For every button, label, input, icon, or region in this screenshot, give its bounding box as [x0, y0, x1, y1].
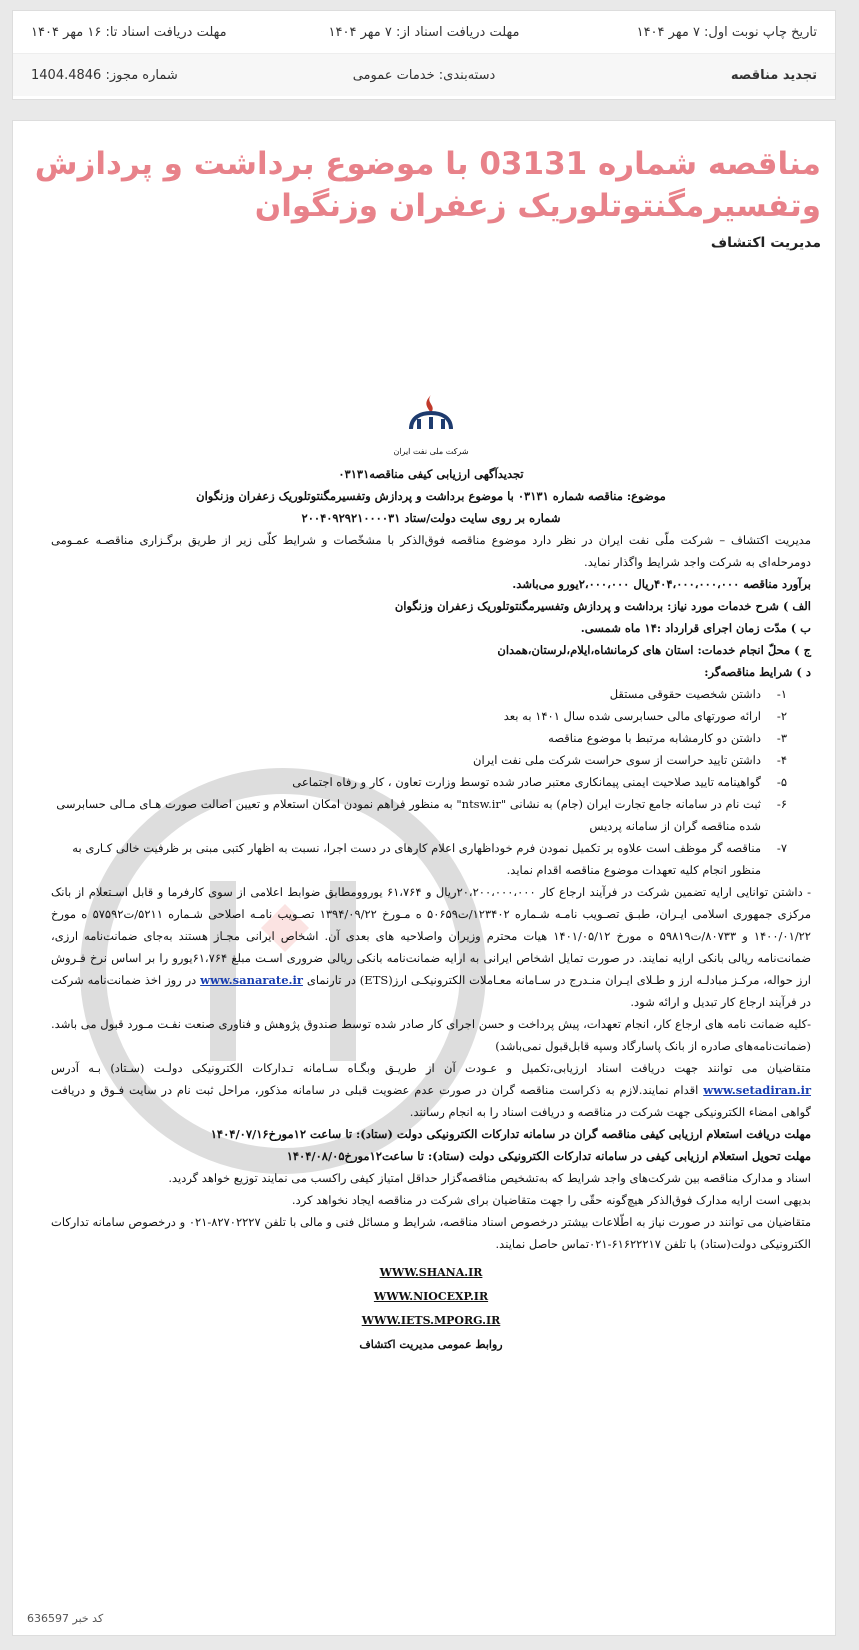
section-alef: الف ) شرح خدمات مورد نیاز: برداشت و پردازش وتفسیرمگنتوتلوریک زعفران وزنگوان [394, 599, 811, 613]
ad-heading: تجدیدآگهی ارزیابی کیفی مناقصه۰۳۱۳۱ [338, 467, 524, 481]
contact-info: متقاضیان می توانند در صورت نیاز به اطّلاعات بیشتر درخصوص اسناد مناقصه، شرایط و مسائل فنی و مالی با تلفن ۸۲۷۰۲۲۲۷-۰۲۱ و درخصوص سامانه تدارکات الکترونیکی دولت(ستاد) با تلفن ۶۱۶۲۲۲۱۷-۰۲۱تماس حاصل نمایند. [51, 1215, 811, 1251]
no-rights-note: بدیهی است ارایه مدارک فوق‌الذکر هیچ‌گونه حقّی را جهت متقاضیان برای شرکت در مناقصه ایجاد نخواهد کرد. [291, 1193, 811, 1207]
setad-number: شماره بر روی سایت دولت/ستاد ۲۰۰۴۰۹۲۹۲۱۰۰۰۰۳۱ [301, 511, 561, 525]
header-row-dates [13, 11, 835, 53]
article-card [12, 120, 836, 1636]
website-links [51, 1261, 811, 1357]
conditions-list [51, 683, 811, 881]
list-item: ۶- ثبت نام در سامانه جامع تجارت ایران (جام) به نشانی "ntsw.ir" به منظور فراهم نمودن امکان استعلام و تعیین اصالت صورت هـای مـالی حسابرسی شده مناقصه گران از سامانه پردیس [56, 797, 787, 833]
department: مدیریت اکتشاف [710, 235, 821, 251]
nioc-logo-icon [401, 391, 461, 443]
print-date: تاریخ چاپ نوبت اول: ۷ مهر ۱۴۰۴ [636, 24, 817, 40]
section-be: ب ) مدّت زمان اجرای قرارداد :۱۴ ماه شمسی. [580, 621, 811, 635]
niocexp-link[interactable]: WWW.NIOCEXP.IR [373, 1290, 489, 1303]
tender-type: تجدید مناقصه [730, 67, 817, 83]
distribution-note: اسناد و مدارک مناقصه بین شرکت‌های واجد شرایط که به‌تشخیص مناقصه‌گزار حداقل امتیاز کیفی راکسب می نمایند توزیع خواهد گردید. [168, 1171, 811, 1185]
tender-announcement [51, 391, 811, 1357]
iets-link[interactable]: WWW.IETS.MPORG.IR [361, 1314, 501, 1327]
list-item: ۳- داشتن دو کارمشابه مرتبط با موضوع مناقصه [548, 731, 787, 745]
setadiran-text: متقاضیان می توانند جهت دریافت اسناد ارزیابی،تکمیل و عـودت آن از طریـق وبگـاه سـامانه تـدارکات الکترونیکی دولـت (سـتاد) بـه آدرس www.setadiran.ir اقدام نمایند.لازم به ذکراست مناقصه گران در صورت عدم عضویت قبلی در سامانه مذکور، مراحل ثبت نام در سایت فـوق و دریافت گواهی امضاء الکترونیکی جهت شرکت در مناقصه و دریافت اسناد را به انجام رسانند. [51, 1061, 811, 1119]
signature: روابط عمومی مدیریت اکتشاف [359, 1338, 503, 1351]
header-row-meta [13, 53, 835, 96]
setadiran-link[interactable]: www.setadiran.ir [703, 1083, 811, 1097]
page-title: مناقصه شماره 03131 با موضوع برداشت و پردازش وتفسیرمگنتوتلوریک زعفران وزنگوان [34, 146, 821, 224]
receive-from: مهلت دریافت اسناد از: ۷ مهر ۱۴۰۴ [328, 24, 520, 40]
section-je: ج ) محلّ انجام خدمات: استان های کرمانشاه،ایلام،لرستان،همدان [497, 643, 811, 657]
ad-intro: مدیریت اکتشاف – شرکت ملّی نفت ایران در نظر دارد موضوع مناقصه فوق‌الذکر با مشخّصات و شرایط کلّی زیر از طریق برگـزاری مناقصـه عمـومی دومرحله‌ای به شرکت واجد شرایط واگذار نماید. [51, 533, 811, 569]
nioc-logo [51, 391, 811, 457]
list-item: ۴- داشتن تایید حراست از سوی حراست شرکت ملی نفت ایران [473, 753, 787, 767]
list-item: ۵- گواهینامه تایید صلاحیت ایمنی پیمانکاری معتبر صادر شده توسط وزارت تعاون ، کار و رفاه اجتماعی [292, 775, 787, 789]
sanarate-link[interactable]: www.sanarate.ir [200, 973, 303, 987]
section-dal: د ) شرایط مناقصه‌گر: [704, 665, 811, 679]
tender-info-header [12, 10, 836, 100]
list-item: ۷- مناقصه گر موظف است علاوه بر تکمیل نمودن فرم خوداظهاری اعلام کارهای در دست اجرا، نسبت به اظهار کتبی مبنی بر ظرفیت خالی کـاری به منظور انجام کلیه تعهدات موضوع مناقصه اقدام نماید. [72, 841, 787, 877]
list-item: ۱- داشتن شخصیت حقوقی مستقل [609, 687, 787, 701]
deadline-receive: مهلت دریافت استعلام ارزیابی کیفی مناقصه گران در سامانه تدارکات الکترونیکی دولت (ستاد): تا ساعت ۱۲مورخ۱۴۰۴/۰۷/۱۶ [210, 1127, 811, 1141]
license-number: شماره مجوز: 1404.4846 [31, 67, 178, 83]
deadline-submit: مهلت تحویل استعلام ارزیابی کیفی در سامانه تدارکات الکترونیکی دولت (ستاد): تا ساعت۱۲مورخ۱۴۰۴/۰۸/۰۵ [286, 1149, 811, 1163]
list-item: ۲- ارائه صورتهای مالی حسابرسی شده سال ۱۴۰۱ به بعد [503, 709, 787, 723]
category: دسته‌بندی: خدمات عمومی [352, 67, 496, 83]
news-code: کد خبر 636597 [27, 1612, 104, 1625]
ad-subject: موضوع: مناقصه شماره ۰۳۱۳۱ با موضوع برداشت و پردازش وتفسیرمگنتوتلوریک زعفران وزنگوان [196, 489, 666, 503]
guarantee-text: - داشتن توانایی ارایه تضمین شرکت در فرآیند ارجاع کار ۲۰،۲۰۰،۰۰۰،۰۰۰ریال و ۶۱،۷۶۴ یوروومطابق ضوابط اعلامی از سوی کارفرما و قابل اسـتعلام از بانک مرکزی جمهوری اسلامی ایـران، طبـق تصـویب نامـه شـماره ۱۲۳۴۰۲/ت۵۰۶۵۹ ه مـورخ ۱۳۹۴/۰۹/۲۲ تصـویب نامـه اصلاحی شـماره ۵۲۱۱/ت۵۷۵۹۲ ه مورخ ۱۴۰۰/۰۱/۲۲ و ۸۰۷۳۳/ت۵۹۸۱۹ ه مورخ ۱۴۰۱/۰۵/۱۲ هیات محترم وزیران واصلاحیه های بعدی آن. اشخاص ایرانی مجـاز هستند به‌جای ضمانت‌نامه ارزی، ضمانت‌نامه ریالی بانکی ارایه نمایند. در صورت تمایل اشخاص ایرانی به ارایه ضمانت‌نامه بانکی ریالی ضروری اسـت مبلغ ۶۱،۷۶۴یورو را بر اساس نرخ فـروش ارز حواله، مرکـز مبادلـه ارز و طـلای ایـران منـدرج در سـامانه معـاملات الکترونیکـی ارز(ETS) در تارنمای www.sanarate.ir در روز اخذ ضمانت‌نامه شرکت در فرآیند ارجاع کار تبدیل و ارائه شود. [51, 885, 812, 1009]
receive-until: مهلت دریافت اسناد تا: ۱۶ مهر ۱۴۰۴ [31, 24, 227, 40]
guarantee-types: -کلیه ضمانت نامه های ارجاع کار، انجام تعهدات، پیش پرداخت و حسن اجرای کار صادر شده توسط صندوق پژوهش و فناوری صنعت نفـت مـورد قبول می باشد. (ضمانت‌نامه‌های صادره از بانک پاسارگاد وسپه قابل‌قبول نمی‌باشد) [51, 1017, 811, 1053]
ad-estimate: برآورد مناقصه ۴۰۴،۰۰۰،۰۰۰،۰۰۰ریال ۲،۰۰۰،۰۰۰یورو می‌باشد. [512, 577, 811, 591]
logo-caption: شرکت ملی نفت ایران [393, 447, 469, 456]
shana-link[interactable]: WWW.SHANA.IR [379, 1266, 483, 1279]
